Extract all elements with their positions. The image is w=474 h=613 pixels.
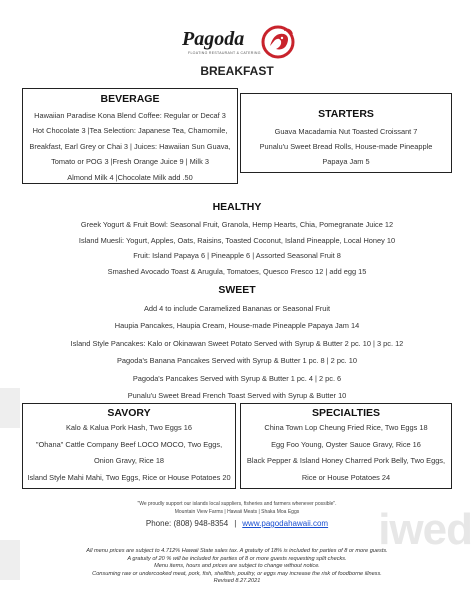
sweet-title: SWEET — [218, 284, 256, 296]
healthy-title: HEALTHY — [212, 201, 262, 213]
watermark-text: iwed — [378, 505, 472, 554]
menu-item: Breakfast, Earl Grey or Chai 3 | Juices: Hawaiian Sun Guava, — [29, 141, 231, 151]
menu-item: Egg Foo Young, Oyster Sauce Gravy, Rice 16 — [271, 439, 421, 449]
menu-item: Haupia Pancakes, Haupia Cream, House-made Pineapple Papaya Jam 14 — [114, 321, 360, 331]
menu-item: Island Muesli: Yogurt, Apples, Oats, Raisins, Toasted Coconut, Island Pineapple, Local Honey 10 — [78, 235, 396, 245]
menu-item: Smashed Avocado Toast & Arugula, Tomatoes, Quesco Fresco 12 | add egg 15 — [107, 266, 367, 276]
phone-number: Phone: (808) 948-8354 — [145, 519, 229, 528]
dragon-logo-icon — [260, 24, 296, 60]
menu-item: Onion Gravy, Rice 18 — [93, 456, 165, 466]
menu-item: Guava Macadamia Nut Toasted Croissant 7 — [274, 127, 418, 136]
contact-separator: | — [234, 519, 237, 528]
menu-item: China Town Lop Cheung Fried Rice, Two Eggs 18 — [264, 423, 428, 432]
beverage-title: BEVERAGE — [100, 93, 160, 105]
fine-print-line: A gratuity of 20 % will be included for parties of 8 or more guests requesting split checks. — [127, 555, 347, 562]
fine-print-line: Revised 8.27.2021 — [213, 578, 261, 585]
starters-box — [240, 93, 452, 173]
menu-item: "Ohana" Cattle Company Beef LOCO MOCO, Two Eggs, — [35, 439, 223, 449]
menu-item: Papaya Jam 5 — [322, 157, 370, 167]
supplier-list: Mountain View Farms | Hawaii Meats | Shaka Moa Eggs — [174, 509, 300, 515]
menu-item: Almond Milk 4 |Chocolate Milk add .50 — [67, 172, 193, 182]
website-link[interactable]: www.pagodahawaii.com — [242, 519, 329, 528]
specialties-list — [241, 420, 451, 486]
supplier-statement: "We proudly support our islands local suppliers, fisheries and farmers whenever possible". — [137, 501, 337, 507]
sweet-list — [0, 300, 474, 404]
menu-item: Island Style Mahi Mahi, Two Eggs, Rice or House Potatoes 20 — [27, 472, 231, 482]
menu-item: Tomato or POG 3 |Fresh Orange Juice 9 | Milk 3 — [51, 157, 209, 167]
menu-item: Fruit: Island Papaya 6 | Pineapple 6 | Assorted Seasonal Fruit 8 — [133, 251, 341, 261]
brand-logo — [182, 24, 297, 64]
starters-title: STARTERS — [318, 108, 374, 120]
menu-item: Punalu'u Sweet Bread French Toast Served with Syrup & Butter 10 — [127, 391, 347, 401]
menu-item: Hot Chocolate 3 |Tea Selection: Japanese Tea, Chamomile, — [32, 126, 228, 136]
menu-item: Hawaiian Paradise Kona Blend Coffee: Regular or Decaf 3 — [34, 111, 226, 120]
specialties-box — [240, 403, 452, 489]
healthy-list — [0, 217, 474, 279]
starters-list — [241, 124, 451, 170]
specialties-title: SPECIALTIES — [311, 407, 381, 419]
brand-wordmark: Pagoda — [182, 28, 245, 50]
sweet-section — [0, 284, 474, 404]
menu-item: Rice or House Potatoes 24 — [301, 472, 391, 482]
menu-item: Pagoda's Pancakes Served with Syrup & Butter 1 pc. 4 | 2 pc. 6 — [132, 373, 342, 383]
fine-print — [0, 548, 474, 586]
beverage-list — [23, 108, 237, 185]
menu-item: Black Pepper & Island Honey Charred Pork Belly, Two Eggs, — [246, 456, 446, 466]
menu-item: Punalu'u Sweet Bread Rolls, House-made Pineapple — [259, 142, 433, 152]
fine-print-line: Consuming raw or undercooked meat, pork, fish, shellfish, poultry, or eggs may increase the risk of foodborne illness. — [92, 570, 382, 577]
menu-item: Add 4 to include Caramelized Bananas or Seasonal Fruit — [143, 304, 331, 313]
savory-box — [22, 403, 236, 489]
beverage-box — [22, 88, 238, 184]
page-title: BREAKFAST — [200, 64, 274, 78]
healthy-section — [0, 201, 474, 279]
menu-item: Island Style Pancakes: Kalo or Okinawan Sweet Potato Served with Syrup & Butter 2 pc. 10 | 3 pc. 12 — [70, 338, 404, 348]
fine-print-line: Menu items, hours and prices are subject to change without notice. — [154, 563, 320, 570]
contact-line — [0, 519, 474, 528]
menu-item: Greek Yogurt & Fruit Bowl: Seasonal Fruit, Granola, Hemp Hearts, Chia, Pomegranate Juice 12 — [80, 220, 394, 229]
brand-tagline: FLOATING RESTAURANT & CATERING — [188, 51, 261, 55]
savory-title: SAVORY — [107, 407, 151, 419]
menu-item: Kalo & Kalua Pork Hash, Two Eggs 16 — [66, 423, 192, 432]
menu-item: Pagoda's Banana Pancakes Served with Syrup & Butter 1 pc. 8 | 2 pc. 10 — [117, 356, 357, 366]
savory-list — [23, 420, 235, 486]
fine-print-line: All menu prices are subject to 4.712% Hawaii State sales tax. A gratuity of 18% is included for parties of 8 or more guests. — [86, 548, 388, 554]
